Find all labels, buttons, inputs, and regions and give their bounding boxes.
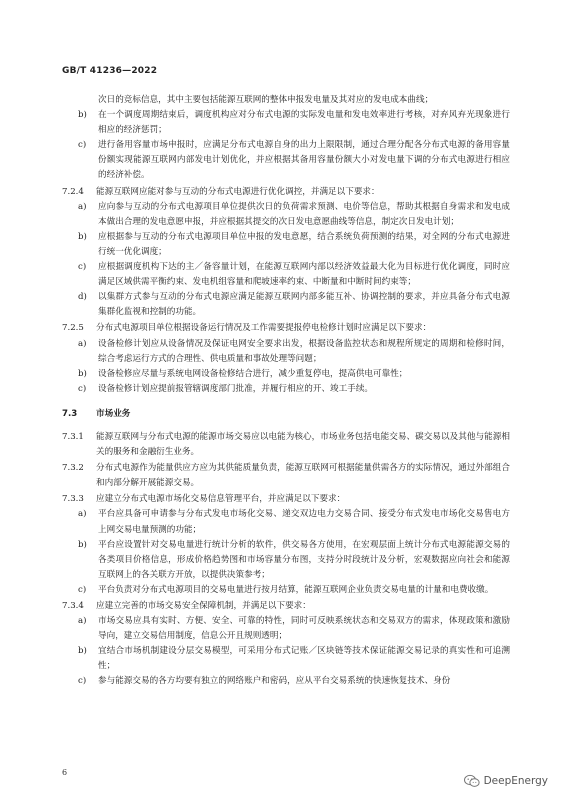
list-item-text: 以集群方式参与互动的分布式电源应满足能源互联网内部多能互补、协调控制的要求，并应具备分布式电源集群化监视和控制的功能。 <box>98 292 510 318</box>
clause-text: 能源互联网应能对参与互动的分布式电源进行优化调控，并满足以下要求： <box>96 186 380 197</box>
list-item <box>62 674 510 689</box>
page-number: 6 <box>62 768 68 777</box>
list-item-label: b) <box>78 231 87 242</box>
list-item-label: d) <box>78 292 87 303</box>
section-title: 市场业务 <box>96 408 131 419</box>
clause <box>62 185 510 200</box>
list-item-label: c) <box>78 262 87 273</box>
clause <box>62 461 510 491</box>
list-item-text: 平台应具备可申请参与分布式发电市场化交易、递交双边电力交易合同、接受分布式发电市场化交易售电方上网交易电量预测的功能； <box>98 509 510 535</box>
clause <box>62 599 510 614</box>
list-item-text: 设备检修计划应从设备情况及保证电网安全要求出发，根据设备监控状态和规程所规定的周期和检修时间，综合考虑运行方式的合理性、供电质量和事故处理等问题； <box>98 338 510 364</box>
clause-number: 7.2.5 <box>62 323 84 334</box>
list-item-label: b) <box>78 110 87 121</box>
list-item <box>62 614 510 644</box>
clause-number: 7.3.3 <box>62 494 84 505</box>
section-number: 7.3 <box>62 408 78 419</box>
list-item <box>62 108 510 138</box>
list-item <box>62 200 510 230</box>
section-heading <box>62 407 510 422</box>
list-item-label: a) <box>78 509 87 520</box>
clause <box>62 492 510 507</box>
list-item-text: 在一个调度周期结束后，调度机构应对分布式电源的实际发电量和发电效率进行考核，对弃风弃光现象进行相应的经济惩罚； <box>98 110 510 136</box>
clause-text: 分布式电源项目单位根据设备运行情况及工作需要提报停电检修计划时应满足以下要求： <box>96 323 432 334</box>
standard-code: GB/T 41236—2022 <box>62 66 158 76</box>
clause-number: 7.3.1 <box>62 431 84 442</box>
list-item-label: c) <box>78 383 87 394</box>
clause-text: 应建立完善的市场交易安全保障机制，并满足以下要求： <box>96 601 311 611</box>
list-item <box>62 583 510 598</box>
list-item-label: c) <box>78 584 87 595</box>
wechat-icon <box>464 774 480 788</box>
list-item-label: b) <box>78 646 87 657</box>
list-item <box>62 382 510 397</box>
list-item <box>62 538 510 583</box>
clause <box>62 430 510 460</box>
clause-number: 7.2.4 <box>62 186 84 197</box>
list-item <box>62 644 510 674</box>
continued-text <box>62 93 510 108</box>
list-item-text: 应向参与互动的分布式电源项目单位提供次日的负荷需求预测、电价等信息，帮助其根据自身需求和发电成本做出合理的发电意愿申报，并应根据其提交的次日发电意愿曲线等信息，制定次日发电计划； <box>98 201 510 227</box>
list-item-label: a) <box>78 201 87 212</box>
clause-text: 应建立分布式电源市场化交易信息管理平台，并应满足以下要求： <box>96 494 346 505</box>
clause-text: 分布式电源作为能量供应方应为其供能质量负责，能源互联网可根据能量供需各方的实际情况，通过外部组合和内部分解开展能源交易。 <box>96 463 510 489</box>
list-item-text: 参与能源交易的各方均要有独立的网络账户和密码，应从平台交易系统的快速恢复技术、身份 <box>98 676 451 687</box>
list-item-text: 设备检修应尽量与系统电网设备检修结合进行，减少重复停电，提高供电可靠性； <box>98 368 408 379</box>
list-item-label: c) <box>78 140 87 151</box>
watermark <box>464 774 548 788</box>
list-item-label: c) <box>78 676 87 687</box>
list-item-label: a) <box>78 338 87 349</box>
list-item-text: 宜结合市场机制建设分层交易模型，可采用分布式记账／区块链等技术保证能源交易记录的真实性和可追溯性； <box>98 646 510 672</box>
list-item-text: 应根据参与互动的分布式电源项目单位申报的发电意愿，结合系统负荷预测的结果，对全网的分布式电源进行统一优化调度； <box>98 231 510 257</box>
list-item-text: 应根据调度机构下达的主／备容量计划，在能源互联网内部以经济效益最大化为目标进行优化调度，同时应满足区域供需平衡约束、发电机组容量和爬坡速率约束、中断量和中断时间约束等； <box>98 262 510 288</box>
list-item-text: 进行备用容量市场申报时，应满足分布式电源自身的出力上限限制，通过合理分配各分布式电源的备用容量份额实现能源互联网内部发电计划优化，并应根据其备用容量份额大小对发电量下调的分布式电源进行相应的经济补偿。 <box>98 140 510 181</box>
list-item-label: b) <box>78 368 87 379</box>
clause-number: 7.3.2 <box>62 463 84 474</box>
paragraph-text: 次日的竞标信息，其中主要包括能源互联网的整体申报发电量及其对应的发电成本曲线； <box>98 95 434 105</box>
list-item <box>62 230 510 260</box>
list-item-label: a) <box>78 616 87 627</box>
list-item <box>62 260 510 290</box>
list-item-text: 平台负责对分布式电源项目的交易电量进行按月结算，能源互联网企业负责交易电量的计量和电费收缴。 <box>98 584 494 595</box>
list-item-text: 平台应设置针对交易电量进行统计分析的软件，供交易各方使用，在宏观层面上统计分布式电源能源交易的各类项目价格信息，形成价格趋势图和市场容量分布图，支持分时段统计及分析，宏观数据应向社会和能源互联网上的各关联方开放，以提供决策参考； <box>98 539 510 580</box>
document-body <box>62 93 510 690</box>
list-item-text: 市场交易应具有实时、方便、安全、可靠的特性，同时可反映系统状态和交易双方的需求，体现政策和激励导向，建立交易信用制度，信息公开且规则透明； <box>98 616 510 642</box>
watermark-text: DeepEnergy <box>483 775 548 787</box>
list-item <box>62 367 510 382</box>
list-item <box>62 507 510 537</box>
list-item-text: 设备检修计划应提前报管辖调度部门批准，并履行相应的开、竣工手续。 <box>98 383 374 394</box>
list-item <box>62 290 510 320</box>
clause-text: 能源互联网与分布式电源的能源市场交易应以电能为核心，市场业务包括电能交易、碳交易以及其他与能源相关的服务和金融衍生业务。 <box>96 431 510 458</box>
list-item-label: b) <box>78 539 87 550</box>
list-item <box>62 138 510 183</box>
clause-number: 7.3.4 <box>62 601 84 611</box>
clause <box>62 321 510 336</box>
list-item <box>62 337 510 367</box>
